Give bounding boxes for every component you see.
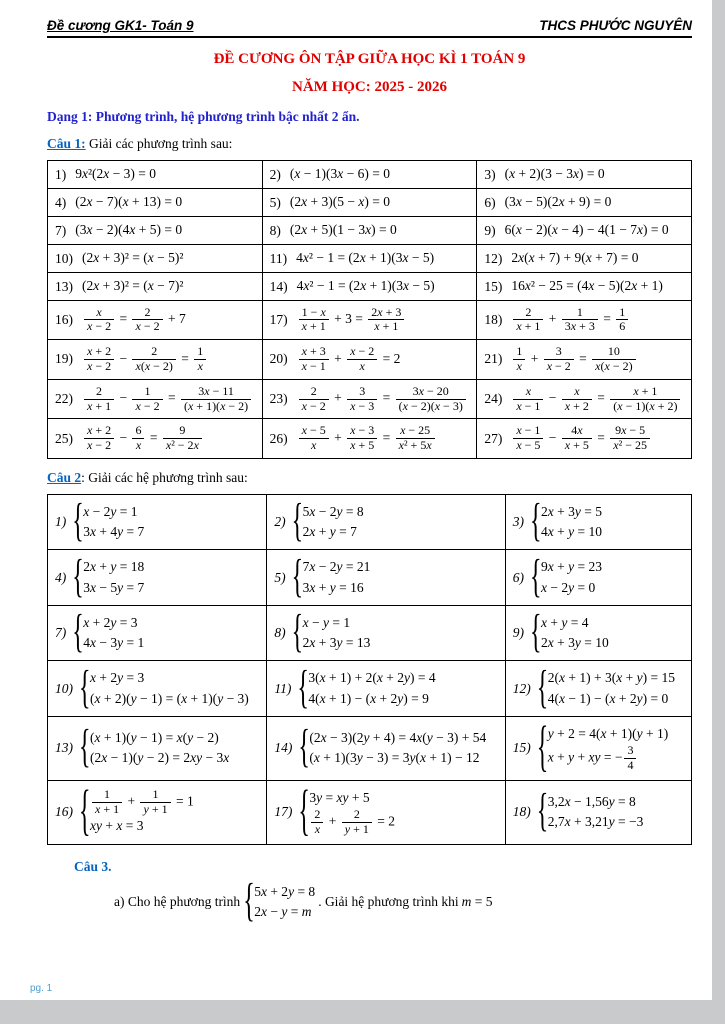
equation: 4x² − 1 = (2x + 1)(3x − 5) — [296, 277, 435, 293]
system-cell — [267, 550, 505, 606]
equation-cell — [262, 272, 477, 300]
system-brace-icon: { — [291, 496, 304, 548]
system-brace-icon: { — [79, 663, 91, 715]
equation-number: 11) — [269, 250, 288, 266]
equation-system: { x + y = 4 2x + 3y = 10 — [530, 607, 609, 659]
system-cell — [48, 605, 267, 661]
system-brace-icon: { — [243, 876, 255, 928]
equation-number: 27) — [484, 430, 503, 446]
fraction: $\frac{2}{x}$ — [311, 808, 323, 837]
fraction: $\frac{3x - 11}{(x + 1)(x - 2)}$ — [181, 385, 251, 414]
page-edge-bottom — [0, 1000, 725, 1024]
equation-system: { x − y = 1 2x + 3y = 13 — [291, 607, 371, 659]
equation-number: 16) — [55, 311, 73, 327]
system-cell — [48, 661, 267, 717]
system-number: 14) — [274, 740, 293, 756]
equations-table — [47, 160, 692, 459]
page-edge-right — [712, 0, 725, 1024]
system-brace-icon: { — [72, 496, 84, 548]
equation-number: 15) — [484, 278, 503, 294]
system-cell — [267, 716, 505, 780]
equation: (2x − 7)(x + 13) = 0 — [75, 193, 183, 209]
system-cell — [505, 716, 691, 780]
system-cell — [505, 494, 691, 550]
equation-cell — [262, 216, 477, 244]
fraction: $\frac{1 - x}{x + 1}$ — [299, 306, 329, 335]
equation: (3x − 5)(2x + 9) = 0 — [504, 193, 612, 209]
equation: (x + 2)(3 − 3x) = 0 — [504, 166, 605, 181]
equation: $\frac{x - 1}{x - 5}$ − $\frac{4x}{x + 5}$ = $\frac{9x - 5}{\text{x² − 25}}$ — [511, 430, 652, 445]
equation: 4x² − 1 = (2x + 1)(3x − 5) — [296, 249, 435, 265]
system-number: 5) — [274, 569, 286, 585]
fraction: $\frac{2}{x + 1}$ — [513, 306, 543, 335]
fraction: $\frac{1}{6}$ — [616, 306, 628, 335]
equation-system: { (2x − 3)(2y + 4) = 4x(y − 3) + 54 (x + 1)(3y − 3) = 3y(x + 1) − 12 — [298, 722, 487, 774]
cau1-heading — [47, 136, 692, 152]
page-title: ĐỀ CƯƠNG ÔN TẬP GIỮA HỌC KÌ 1 TOÁN 9 — [213, 51, 526, 67]
equation-number: 18) — [484, 311, 503, 327]
equation-cell — [477, 188, 692, 216]
system-number: 10) — [55, 680, 73, 696]
system-number: 16) — [55, 804, 73, 820]
cau3-a-prefix: a) Cho hệ phương trình — [114, 893, 241, 909]
systems-table — [47, 494, 692, 845]
equation-number: 7) — [55, 222, 67, 238]
equation-cell — [48, 379, 263, 419]
equation: $\frac{x}{x - 1}$ − $\frac{x}{x + 2}$ = $\frac{x + 1}{(x - 1)(x + 2)}$ — [511, 390, 682, 405]
equation-cell — [262, 161, 477, 189]
equation: 16x² − 25 = (4x − 5)(2x + 1) — [511, 277, 663, 293]
system-brace-icon: { — [298, 781, 310, 843]
equation: 2x(x + 7) + 9(x + 7) = 0 — [511, 249, 639, 265]
system-cell — [48, 716, 267, 780]
system-brace-icon: { — [536, 717, 549, 779]
equation-system: { 2x + y = 18 3x − 5y = 7 — [72, 552, 145, 604]
system-brace-icon: { — [536, 786, 549, 838]
system-number: 13) — [55, 740, 73, 756]
equation-system: { x + 2y = 3 4x − 3y = 1 — [72, 607, 145, 659]
equation-system: { y + 2 = 4(x + 1)(y + 1) x + y + xy = − $\frac{3}{4}$ — [536, 717, 669, 779]
equation-cell — [477, 300, 692, 340]
document-header — [47, 18, 692, 38]
system-number: 15) — [512, 740, 531, 756]
system-number: 3) — [512, 514, 525, 530]
equation-number: 2) — [269, 166, 281, 182]
equation-cell — [477, 340, 692, 380]
equation: 6(x − 2)(x − 4) − 4(1 − 7x) = 0 — [504, 221, 669, 237]
system-cell — [505, 605, 691, 661]
equation-number: 14) — [269, 278, 288, 294]
equation-number: 5) — [269, 194, 281, 210]
equation-system: { 7x − 2y = 21 3x + y = 16 — [291, 552, 371, 604]
equation-cell — [477, 272, 692, 300]
system-number: 9) — [512, 625, 525, 641]
equation-cell — [48, 216, 263, 244]
equation-system: { 5x + 2y = 8 2x − y = m — [243, 876, 316, 928]
equation: $\frac{1}{x}$ + $\frac{3}{x - 2}$ = $\frac{10}{x(x - 2)}$ — [511, 351, 637, 366]
fraction: $\frac{3}{x - 3}$ — [347, 385, 377, 414]
system-cell — [505, 550, 691, 606]
fraction: $\frac{x - 1}{x - 5}$ — [513, 424, 543, 453]
equation: $\frac{x - 5}{x}$ + $\frac{x - 3}{x + 5}$ = $\frac{x - 25}{\text{x² + 5x}}$ — [297, 430, 437, 445]
system-number: 1) — [55, 514, 67, 530]
equation-cell — [477, 216, 692, 244]
equation: $\frac{x + 3}{x - 1}$ + $\frac{x - 2}{x}$ = 2 — [297, 351, 401, 366]
equation: (2x + 3)² = (x − 5)² — [82, 249, 184, 265]
equation: (2x + 3)² = (x − 7)² — [82, 277, 184, 293]
equation: $\frac{x + 2}{x - 2}$ − $\frac{6}{x}$ = $\frac{9}{\text{x² − 2x}}$ — [82, 430, 204, 445]
system-brace-icon: { — [79, 781, 91, 843]
system-brace-icon: { — [536, 663, 549, 715]
equation-cell — [262, 340, 477, 380]
equation-system: { 9x + y = 23 x − 2y = 0 — [530, 552, 603, 604]
equation-cell — [477, 161, 692, 189]
cau1-label: Câu 1: — [47, 136, 86, 151]
equation-system: { 3,2x − 1,56y = 8 2,7x + 3,21y = −3 — [536, 786, 644, 838]
fraction: $\frac{1}{x}$ — [513, 345, 525, 374]
system-brace-icon: { — [530, 552, 542, 604]
fraction: $\frac{3}{x - 2}$ — [544, 345, 574, 374]
equation-number: 6) — [484, 194, 496, 210]
equation: $\frac{1 - x}{x + 1}$ + 3 = $\frac{2x + 3}{x + 1}$ — [297, 311, 407, 326]
equation-system: { 3y = xy + 5 $\frac{2}{x}$ + $\frac{2}{y + 1}$ = 2 — [298, 781, 396, 843]
equation-cell — [262, 379, 477, 419]
equation-cell — [262, 188, 477, 216]
fraction: $\frac{1}{3x + 3}$ — [562, 306, 598, 335]
cau2-text: : Giải các hệ phương trình sau: — [81, 469, 248, 485]
system-brace-icon: { — [297, 663, 309, 715]
equation-cell — [262, 244, 477, 272]
fraction: $\frac{9x - 5}{\text{x² − 25}}$ — [610, 424, 650, 453]
equation-cell — [262, 419, 477, 459]
system-number: 7) — [55, 625, 67, 641]
fraction: $\frac{x}{x - 2}$ — [84, 306, 114, 335]
cau1-text: Giải các phương trình sau: — [85, 136, 233, 151]
system-cell — [48, 494, 267, 550]
equation-number: 8) — [269, 222, 281, 238]
equation-number: 17) — [269, 311, 288, 327]
equation: (x − 1)(3x − 6) = 0 — [289, 166, 390, 181]
equation-system: { x − 2y = 1 3x + 4y = 7 — [72, 496, 145, 548]
system-brace-icon: { — [530, 607, 542, 659]
equation-number: 10) — [55, 250, 73, 266]
fraction: $\frac{2}{x(x - 2)}$ — [132, 345, 175, 374]
equation-number: 13) — [55, 278, 73, 294]
system-brace-icon: { — [72, 552, 84, 604]
system-number: 12) — [512, 680, 531, 696]
equation-system: { x + 2y = 3 (x + 2)(y − 1) = (x + 1)(y − 3) — [79, 663, 249, 715]
fraction: $\frac{x - 25}{\text{x² + 5x}}$ — [396, 424, 435, 453]
equation-system: { $\frac{1}{x + 1}$ + $\frac{1}{y + 1}$ = 1 xy + x = 3 — [79, 781, 194, 843]
fraction: $\frac{x + 2}{x - 2}$ — [84, 424, 114, 453]
equation-number: 24) — [484, 391, 503, 407]
equation-number: 22) — [55, 391, 73, 407]
equation-cell — [262, 300, 477, 340]
fraction: $\frac{3x - 20}{(x - 2)(x - 3)}$ — [396, 385, 466, 414]
equation-number: 20) — [269, 351, 288, 367]
equation-system: { 2x + 3y = 5 4x + y = 10 — [530, 496, 603, 548]
system-number: 11) — [274, 680, 292, 696]
fraction: $\frac{4x}{x + 5}$ — [562, 424, 592, 453]
section-heading-dang1: Dạng 1: Phương trình, hệ phương trình bậc nhất 2 ẩn. — [47, 109, 360, 124]
cau3-label: Câu 3. — [74, 858, 112, 874]
fraction: $\frac{1}{x + 1}$ — [92, 788, 122, 817]
equation-number: 23) — [269, 391, 288, 407]
equation-number: 26) — [269, 430, 288, 446]
equation-number: 4) — [55, 194, 67, 210]
system-brace-icon: { — [72, 607, 84, 659]
cau2-label: Câu 2 — [47, 469, 82, 485]
system-cell — [267, 780, 505, 844]
equation-number: 9) — [484, 222, 496, 238]
header-school-name: THCS PHƯỚC NGUYÊN — [539, 18, 692, 33]
fraction: $\frac{1}{x - 2}$ — [132, 385, 162, 414]
equation-cell — [48, 272, 263, 300]
fraction: $\frac{x + 3}{x - 1}$ — [299, 345, 329, 374]
header-course-title: Đề cương GK1- Toán 9 — [47, 18, 194, 33]
system-cell — [267, 605, 505, 661]
system-cell — [267, 661, 505, 717]
equation: $\frac{2}{x + 1}$ − $\frac{1}{x - 2}$ = $\frac{3x - 11}{(x + 1)(x - 2)}$ — [82, 390, 253, 405]
equation-cell — [48, 244, 263, 272]
system-number: 2) — [274, 514, 286, 530]
fraction: $\frac{x}{x - 1}$ — [513, 385, 543, 414]
equation: (2x + 3)(5 − x) = 0 — [289, 193, 390, 209]
equation-cell — [48, 161, 263, 189]
equation-cell — [48, 340, 263, 380]
fraction: $\frac{x + 1}{(x - 1)(x + 2)}$ — [610, 385, 680, 414]
system-brace-icon: { — [530, 496, 542, 548]
cau3-system-slot — [243, 876, 316, 928]
equation-system: { 2(x + 1) + 3(x + y) = 15 4(x − 1) − (x + 2y) = 0 — [536, 663, 675, 715]
system-number: 4) — [55, 569, 67, 585]
equation-number: 19) — [55, 351, 73, 367]
system-number: 8) — [274, 625, 286, 641]
fraction: $\frac{x - 2}{x}$ — [347, 345, 377, 374]
equation: $\frac{2}{x - 2}$ + $\frac{3}{x - 3}$ = $\frac{3x - 20}{(x - 2)(x - 3)}$ — [297, 390, 468, 405]
equation-system: { 5x − 2y = 8 2x + y = 7 — [291, 496, 364, 548]
system-cell — [505, 661, 691, 717]
cau2-heading — [47, 470, 692, 486]
fraction: $\frac{x}{x + 2}$ — [562, 385, 592, 414]
fraction: $\frac{x - 3}{x + 5}$ — [347, 424, 377, 453]
equation-cell — [48, 300, 263, 340]
system-cell — [48, 780, 267, 844]
equation-cell — [477, 244, 692, 272]
equation: $\frac{x}{x - 2}$ = $\frac{2}{x - 2}$ + 7 — [82, 311, 186, 326]
system-number: 18) — [512, 804, 531, 820]
system-cell — [48, 550, 267, 606]
fraction: $\frac{2}{x - 2}$ — [299, 385, 329, 414]
equation-system: { 3(x + 1) + 2(x + 2y) = 4 4(x + 1) − (x + 2y) = 9 — [297, 663, 436, 715]
fraction: $\frac{6}{x}$ — [132, 424, 144, 453]
system-brace-icon: { — [291, 552, 304, 604]
equation-number: 1) — [55, 166, 67, 182]
system-brace-icon: { — [298, 722, 310, 774]
page-number: pg. 1 — [30, 983, 53, 994]
fraction: $\frac{x + 2}{x - 2}$ — [84, 345, 114, 374]
equation-number: 25) — [55, 430, 73, 446]
equation-cell — [477, 379, 692, 419]
cau3-a-suffix: . Giải hệ phương trình khi — [318, 893, 459, 909]
cau3-condition: m = 5 — [461, 893, 493, 909]
equation-cell — [48, 419, 263, 459]
system-number: 6) — [512, 569, 525, 585]
equation: 9x²(2x − 3) = 0 — [75, 166, 157, 181]
equation-number: 3) — [484, 166, 496, 182]
fraction: $\frac{x - 5}{x}$ — [299, 424, 329, 453]
fraction: $\frac{10}{x(x - 2)}$ — [592, 345, 635, 374]
system-brace-icon: { — [79, 722, 91, 774]
fraction: $\frac{1}{x}$ — [194, 345, 206, 374]
fraction: $\frac{9}{\text{x² − 2x}}$ — [163, 424, 202, 453]
equation: $\frac{x + 2}{x - 2}$ − $\frac{2}{x(x - 2)}$ = $\frac{1}{x}$ — [82, 351, 208, 366]
system-cell — [267, 494, 505, 550]
school-year-title: NĂM HỌC: 2025 - 2026 — [292, 79, 447, 95]
equation: (3x − 2)(4x + 5) = 0 — [75, 221, 183, 237]
fraction: $\frac{2}{x + 1}$ — [84, 385, 114, 414]
equation-system: { (x + 1)(y − 1) = x(y − 2) (2x − 1)(y − 2) = 2xy − 3x — [79, 722, 230, 774]
system-number: 17) — [274, 804, 293, 820]
cau3-item-a — [114, 876, 692, 928]
equation: $\frac{2}{x + 1}$ + $\frac{1}{3x + 3}$ = $\frac{1}{6}$ — [511, 311, 630, 326]
fraction: $\frac{2}{x - 2}$ — [132, 306, 162, 335]
fraction: $\frac{1}{y + 1}$ — [140, 788, 170, 817]
equation-number: 12) — [484, 250, 503, 266]
fraction: $\frac{3}{4}$ — [624, 744, 636, 773]
system-cell — [505, 780, 691, 844]
equation-number: 21) — [484, 351, 503, 367]
fraction: $\frac{2}{y + 1}$ — [342, 808, 372, 837]
equation: (2x + 5)(1 − 3x) = 0 — [289, 221, 397, 237]
fraction: $\frac{2x + 3}{x + 1}$ — [368, 306, 404, 335]
equation-cell — [48, 188, 263, 216]
equation-cell — [477, 419, 692, 459]
system-brace-icon: { — [291, 607, 304, 659]
